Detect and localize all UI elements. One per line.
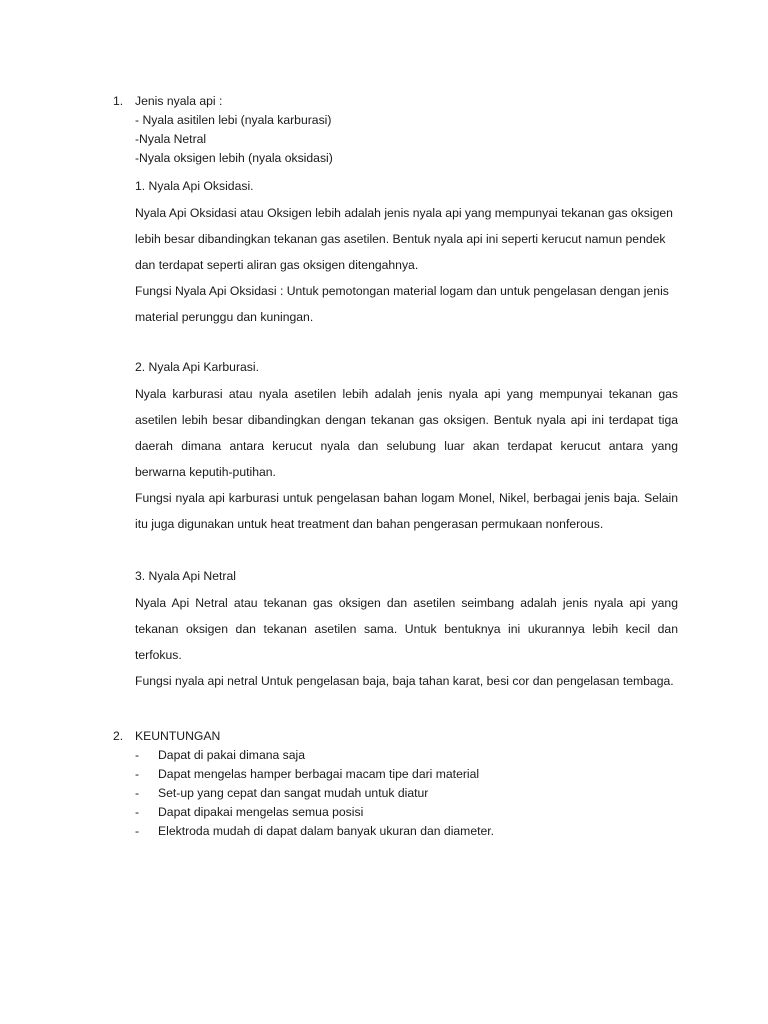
- paragraph-line: Fungsi Nyala Api Oksidasi : Untuk pemotongan material logam dan untuk pengelasan dengan jenis: [135, 284, 669, 298]
- paragraph-line: material perunggu dan kuningan.: [135, 310, 314, 324]
- advantage-item: Set-up yang cepat dan sangat mudah untuk diatur: [158, 786, 429, 800]
- paragraph-line: asetilen lebih besar dibandingkan dengan tekanan gas oksigen. Bentuk nyala api ini terdapat tiga: [135, 413, 678, 427]
- paragraph-line: berwarna keputih-putihan.: [135, 465, 276, 479]
- paragraph-netral: [135, 590, 678, 694]
- paragraph-line: dan terdapat seperti aliran gas oksigen ditengahnya.: [135, 258, 419, 272]
- paragraph-line: terfokus.: [135, 648, 182, 662]
- list-heading-jenis-nyala-api: Jenis nyala api :: [135, 94, 223, 108]
- paragraph-oksidasi: [135, 200, 678, 330]
- bullet-dash: -: [135, 748, 140, 762]
- paragraph-line: Fungsi nyala api netral Untuk pengelasan baja, baja tahan karat, besi cor dan pengelasan tembaga.: [135, 674, 674, 688]
- paragraph-karburasi: [135, 381, 678, 537]
- paragraph-line: lebih besar dibandingkan tekanan gas asetilen. Bentuk nyala api ini seperti kerucut namun pendek: [135, 232, 666, 246]
- paragraph-line: Nyala karburasi atau nyala asetilen lebih adalah jenis nyala api yang mempunyai tekanan gas: [135, 387, 678, 401]
- bullet-dash: -: [135, 786, 140, 800]
- flame-type-netral: -Nyala Netral: [135, 132, 207, 146]
- paragraph-line: Fungsi nyala api karburasi untuk pengelasan bahan logam Monel, Nikel, berbagai jenis baja. Selain: [135, 491, 678, 505]
- section-title-oksidasi: 1. Nyala Api Oksidasi.: [135, 179, 254, 193]
- advantage-item: Dapat mengelas hamper berbagai macam tipe dari material: [158, 767, 480, 781]
- paragraph-line: Nyala Api Netral atau tekanan gas oksigen dan asetilen seimbang adalah jenis nyala api yang: [135, 596, 678, 610]
- section-title-netral: 3. Nyala Api Netral: [135, 569, 236, 583]
- advantage-item: Dapat di pakai dimana saja: [158, 748, 306, 762]
- bullet-dash: -: [135, 824, 140, 838]
- paragraph-line: itu juga digunakan untuk heat treatment dan bahan pengerasan permukaan nonferous.: [135, 517, 604, 531]
- paragraph-line: Nyala Api Oksidasi atau Oksigen lebih adalah jenis nyala api yang mempunyai tekanan gas oksigen: [135, 206, 673, 220]
- list-heading-keuntungan: KEUNTUNGAN: [135, 729, 221, 743]
- advantage-item: Dapat dipakai mengelas semua posisi: [158, 805, 364, 819]
- list-number-1: 1.: [113, 94, 124, 108]
- list-number-2: 2.: [113, 729, 124, 743]
- bullet-dash: -: [135, 767, 140, 781]
- advantage-item: Elektroda mudah di dapat dalam banyak ukuran dan diameter.: [158, 824, 495, 838]
- flame-type-karburasi: - Nyala asitilen lebi (nyala karburasi): [135, 113, 332, 127]
- paragraph-line: daerah dimana antara kerucut nyala dan selubung luar akan terdapat kerucut antara yang: [135, 439, 678, 453]
- flame-type-oksidasi: -Nyala oksigen lebih (nyala oksidasi): [135, 151, 333, 165]
- bullet-dash: -: [135, 805, 140, 819]
- section-title-karburasi: 2. Nyala Api Karburasi.: [135, 360, 259, 374]
- paragraph-line: tekanan oksigen dan tekanan asetilen sama. Untuk bentuknya ini ukurannya lebih kecil dan: [135, 622, 678, 636]
